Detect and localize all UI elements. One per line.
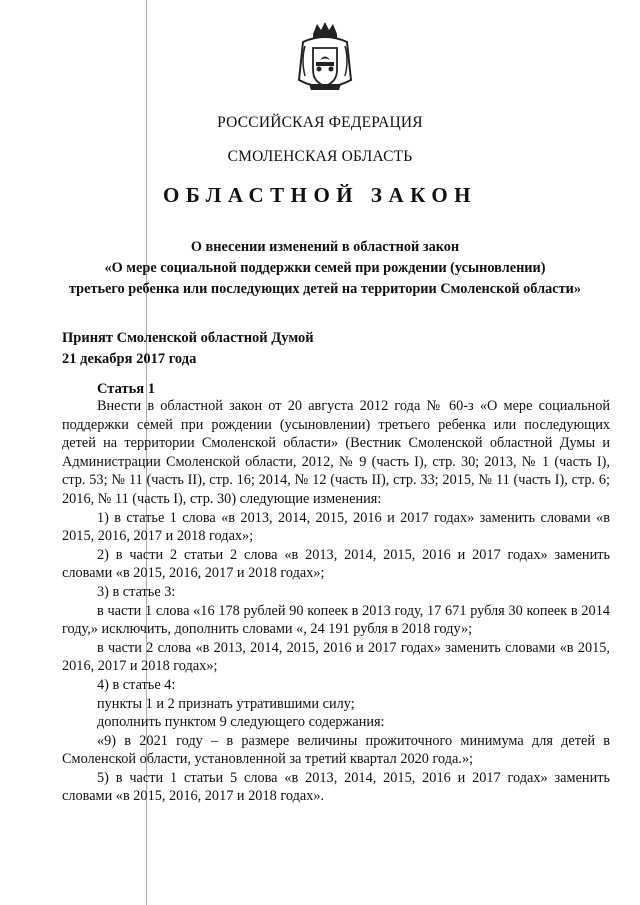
article-title: Статья 1 (97, 381, 155, 397)
document-type-heading: ОБЛАСТНОЙ ЗАКОН (162, 183, 477, 207)
law-title-line-1: О внесении изменений в областной закон (190, 239, 460, 255)
article-paragraph: в части 2 слова «в 2013, 2014, 2015, 2016 и 2017 годах» заменить словами «в 2015, 2016, 2017 и 2018 годах»; (62, 639, 610, 675)
article-paragraph: 1) в статье 1 слова «в 2013, 2014, 2015, 2016 и 2017 годах» заменить словами «в 2015, 2016, 2017 и 2018 годах»; (62, 509, 610, 545)
article-paragraph: дополнить пунктом 9 следующего содержания: (97, 714, 385, 731)
article-paragraph: 2) в части 2 статьи 2 слова «в 2013, 2014, 2015, 2016 и 2017 годах» заменить словами «в 2015, 2016, 2017 и 2018 годах»; (62, 546, 610, 582)
article-paragraph: пункты 1 и 2 признать утратившими силу; (97, 695, 355, 712)
smolensk-coat-of-arms-icon (295, 20, 355, 96)
country-heading: РОССИЙСКАЯ ФЕДЕРАЦИЯ (217, 114, 423, 131)
article-paragraph: Внести в областной закон от 20 августа 2012 года № 60-з «О мере социальной поддержки семей при рождении (усыновлении) третьего ребенка или последующих детей на территории Смоленской области» (Вестник Смоленской областной Думы и Администрации Смоленской области, 2012, № 9 (часть I), стр. 30; 2013, № 1 (часть I), стр. 53; № 11 (часть II), стр. 16; 2014, № 12 (часть II), стр. 33; 2015, № 11 (часть I), стр. 6; 2016, № 11 (часть I), стр. 30) следующие изменения: (62, 398, 610, 507)
article-paragraph: в части 1 слова «16 178 рублей 90 копеек в 2013 году, 17 671 рубля 30 копеек в 2014 году,» исключить, дополнить словами «, 24 191 рубля в 2018 году»; (62, 602, 610, 638)
adoption-date: 21 декабря 2017 года (62, 351, 197, 367)
region-heading: СМОЛЕНСКАЯ ОБЛАСТЬ (227, 148, 413, 165)
adoption-info (62, 328, 314, 370)
article-body (62, 397, 610, 806)
law-title-line-2: «О мере социальной поддержки семей при рождении (усыновлении) (104, 260, 546, 276)
article-paragraph: 5) в части 1 статьи 5 слова «в 2013, 2014, 2015, 2016 и 2017 годах» заменить словами «в 2015, 2016, 2017 и 2018 годах». (62, 769, 610, 805)
article-paragraph: 4) в статье 4: (97, 676, 176, 693)
article-paragraph: 3) в статье 3: (97, 583, 176, 600)
adoption-body: Принят Смоленской областной Думой (62, 330, 314, 346)
law-title-line-3: третьего ребенка или последующих детей на территории Смоленской области» (68, 281, 582, 297)
article-paragraph: «9) в 2021 году – в размере величины прожиточного минимума для детей в Смоленской области, установленной за третий квартал 2020 года.»; (62, 732, 610, 768)
law-title (40, 237, 610, 300)
